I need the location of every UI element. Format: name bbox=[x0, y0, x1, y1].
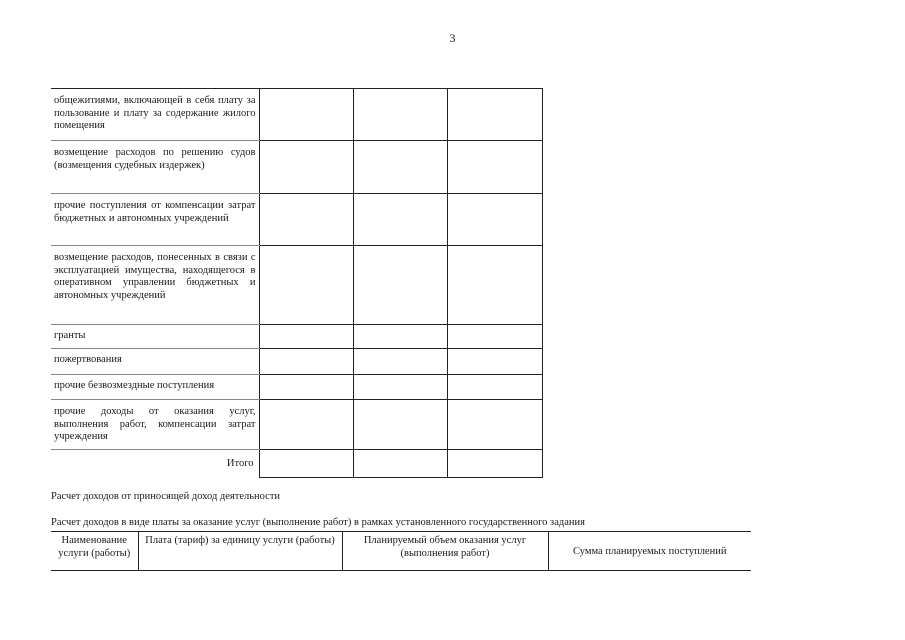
column-header-unit-fee: Плата (тариф) за единицу услуги (работы) bbox=[138, 532, 342, 571]
row-label: гранты bbox=[51, 325, 259, 349]
row-label: прочие безвозмездные поступления bbox=[51, 375, 259, 400]
income-calc-caption: Расчет доходов от приносящей доход деятельности bbox=[51, 491, 281, 502]
table-cell bbox=[259, 194, 353, 246]
table-cell bbox=[259, 246, 353, 325]
table-cell bbox=[353, 450, 447, 478]
row-label: прочие поступления от компенсации затрат бюджетных и автономных учреждений bbox=[51, 194, 259, 246]
table-cell bbox=[447, 375, 542, 400]
table-cell bbox=[447, 400, 542, 450]
table-cell bbox=[447, 325, 542, 349]
table-cell bbox=[447, 450, 542, 478]
table-cell bbox=[259, 349, 353, 375]
page-number: 3 bbox=[449, 31, 456, 45]
table-cell bbox=[259, 89, 353, 141]
header-row bbox=[51, 532, 751, 571]
table-cell bbox=[259, 450, 353, 478]
column-header-planned-sum: Сумма планируемых поступлений bbox=[548, 532, 751, 571]
row-label: общежитиями, включающей в себя плату за пользование и плату за содержание жилого помещения bbox=[51, 89, 259, 141]
table-row bbox=[51, 375, 542, 400]
table-cell bbox=[353, 194, 447, 246]
table-cell bbox=[447, 349, 542, 375]
table-cell bbox=[447, 246, 542, 325]
table-row bbox=[51, 141, 542, 194]
services-calc-caption: Расчет доходов в виде платы за оказание услуг (выполнение работ) в рамках установленного государственного задания bbox=[51, 517, 585, 528]
column-header-service-name: Наименование услуги (работы) bbox=[51, 532, 138, 571]
table-cell bbox=[259, 141, 353, 194]
table-cell bbox=[353, 349, 447, 375]
table-cell bbox=[353, 325, 447, 349]
table-cell bbox=[447, 89, 542, 141]
table-row bbox=[51, 349, 542, 375]
table-cell bbox=[447, 141, 542, 194]
row-label: возмещение расходов, понесенных в связи с эксплуатацией имущества, находящегося в оперативном управлении бюджетных и автономных учреждений bbox=[51, 246, 259, 325]
row-label: прочие доходы от оказания услуг, выполнения работ, компенсации затрат учреждения bbox=[51, 400, 259, 450]
income-table bbox=[51, 88, 543, 478]
column-header-planned-volume: Планируемый объем оказания услуг (выполнения работ) bbox=[342, 532, 548, 571]
row-label: возмещение расходов по решению судов (возмещения судебных издержек) bbox=[51, 141, 259, 194]
table-cell bbox=[353, 375, 447, 400]
row-label: пожертвования bbox=[51, 349, 259, 375]
table-row bbox=[51, 325, 542, 349]
table-row bbox=[51, 194, 542, 246]
table-cell bbox=[353, 246, 447, 325]
table-row bbox=[51, 89, 542, 141]
table-cell bbox=[259, 325, 353, 349]
table-cell bbox=[259, 375, 353, 400]
table-row bbox=[51, 246, 542, 325]
total-label: Итого bbox=[51, 450, 259, 478]
table-cell bbox=[353, 141, 447, 194]
table-row bbox=[51, 400, 542, 450]
table-cell bbox=[259, 400, 353, 450]
services-table bbox=[51, 531, 751, 571]
table-cell bbox=[353, 400, 447, 450]
table-cell bbox=[353, 89, 447, 141]
total-row bbox=[51, 450, 542, 478]
table-cell bbox=[447, 194, 542, 246]
